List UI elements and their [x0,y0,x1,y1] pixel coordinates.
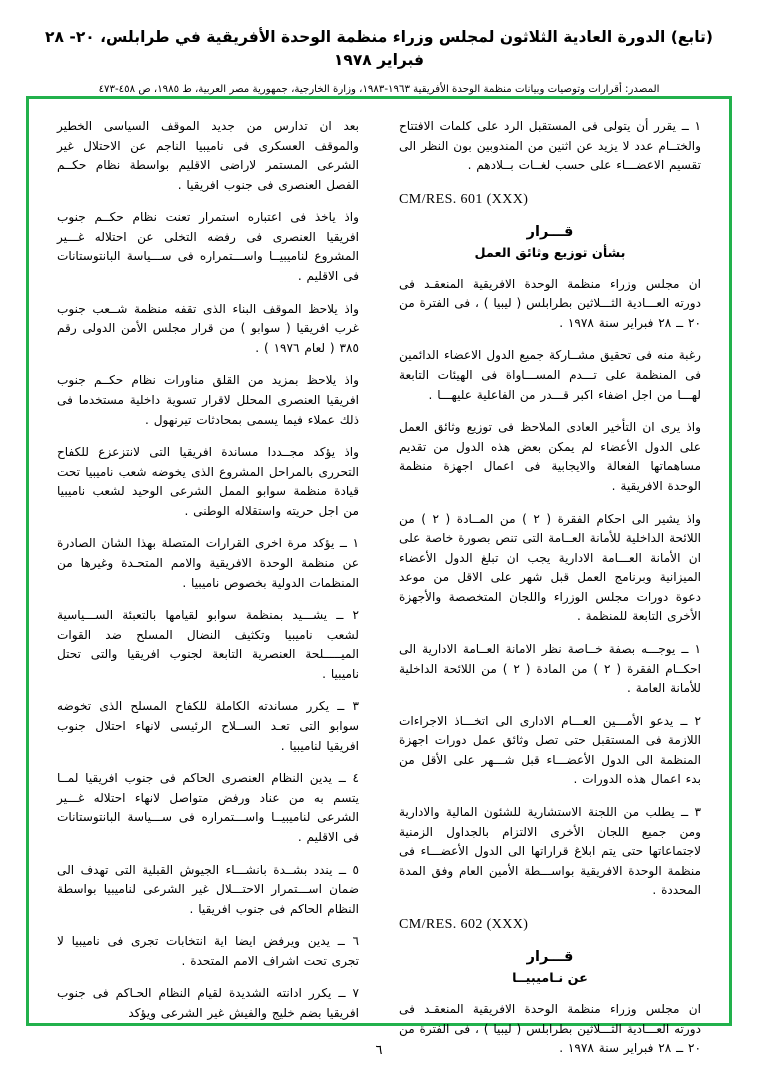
paragraph: ٢ ــ يدعو الأمـــين العـــام الادارى الى اتخـــاذ الاجراءات اللازمة فى المستقبل حتى تصل وثائق عمل دورات اجهزة المنظمة الى الدول الأعضـــاء قبل شـــهر على الأقل من بدء اعمال هذه الدورات . [399,713,701,787]
paragraph: واذ ياخذ فى اعتباره استمرار تعنت نظام حكــم جنوب افريقيا العنصرى فى رفضه التخلى عن احتلاله غـــير المشروع لناميبيــا واســـتمراره فى ســـياسة البانتوستانات فى الاقليم . [57,210,359,284]
resolution-heading: قـــرار [526,223,574,240]
resolution-subheading: بشأن توزيع وثائق العمل [474,245,626,261]
paragraph: واذ يرى ان التأخير العادى الملاحظ فى توزيع وثائق العمل على الدول الأعضاء لم يمكن بعض هذه الدول من تقديم مساهماتها الفعالة والايجابية فى اعمال اجهزة منظمة الوحدة الافريقية . [399,420,701,493]
paragraph: ان مجلس وزراء منظمة الوحدة الافريقية المنعقـد فى دورته العـــادية الثـــلاثين بطرابلس ( ليبيا ) ، فى الفترة من ٢٠ ــ ٢٨ فبراير سنة ١٩٧٨ . [399,276,701,330]
resolution-heading: قـــرار [526,948,574,965]
paragraph: ان مجلس وزراء منظمة الوحدة الافريقية المنعقـد فى دورته العـــادية الثـــلاثين بطرابلس ( ليبيا ) ، فى الفترة من ٢٠ ــ ٢٨ فبراير سنة ١٩٧٨ . [399,1001,701,1056]
two-column-body [29,99,729,1056]
page-title: (تابع) الدورة العادية الثلاثون لمجلس وزراء منظمة الوحدة الأفريقية في طرابلس، ٢٠- ٢٨ فبراير ١٩٧٨ [45,28,713,70]
paragraph: واذ يؤكد مجــددا مساندة افريقيا التى لانتزعزع للكفاح التحررى بالمراحل المشروع الذى يخوضه شعب ناميبيا تحت قيادة منظمة سوابو الممل الشرعى الوحيد لشعب ناميبيا من اجل حريته واستقلاله الوطنى . [57,445,359,518]
paragraph: ١ ــ يقرر أن يتولى فى المستقبل الرد على كلمات الافتتاح والختــام عدد لا يزيد عن اثنين من المندوبين بون النظر الى تقسيم الاعضـــاء على حسب لغــات بــلادهم . [399,119,701,173]
paragraph: ١ ــ يؤكد مرة اخرى القرارات المتصلة بهذا الشان الصادرة عن منظمة الوحدة الافريقية والامم المتحـدة وغيرها من المنظمات الدولية بخصوص ناميبيا . [57,536,359,590]
resolution-subheading: عن نـاميبيــا [512,970,588,986]
resolution-code: CM/RES. 602 (XXX) [399,916,529,932]
paragraph: واذ يلاحظ بمزيد من القلق مناورات نظام حكــم جنوب افريقيا العنصرى المحلل لاقرار تسوية داخلية مستخدما فى ذلك عملاء فيما يسمى بمحادثات تيرنهول . [57,373,359,427]
paragraph: ٦ ــ يدين ويرفض ايضا اية انتخابات تجرى فى ناميبيا لا تجرى تحت اشراف الامم المتحدة . [57,934,359,968]
paragraph: ٢ ــ يشـــيد بمنظمة سوابو لقيامها بالتعبئة الســـياسية لشعب ناميبيا وتكثيف النضال المسلح ضد القوات الميـــــلحة العنصرية التابعة لجنوب افريقيا والتى تحتل ناميبيا . [57,608,359,681]
page-number: ٦ [375,1043,383,1058]
paragraph: ٣ ــ يطلب من اللجنة الاستشارية للشئون المالية والادارية ومن جميع اللجان الأخرى الالتزام بالجداول الزمنية لاجتماعاتها حتى يتم ابلاغ قراراتها الى الدول الأعضـــاء فى منظمة الوحدة الافريقية بواســـطة الأمين العام وفق المدة المحددة . [399,805,701,898]
column-left [51,117,379,1020]
source-note: المصدر: أقرارات وتوصيات وبيانات منظمة الوحدة الأفريقية ١٩٦٣-١٩٨٣، وزارة الخارجية، جمهورية مصر العربية، ط ١٩٨٥، ص ٤٥٨-٤٧٣ [98,83,660,95]
paragraph: بعد ان تدارس من جديد الموقف السياسى الخطير والموقف العسكرى فى ناميبيا الناجم عن الاحتلال غير الشرعى المستمر لاراضى الاقليم بواسطة نظام حكــم الفصل العنصرى فى جنوب افريقيا . [57,119,359,192]
page-header [0,0,758,97]
paragraph: ١ ــ يوجـــه بصفة خــاصة نظر الامانة العــامة الادارية الى احكــام الفقرة ( ٢ ) من المادة ( ٢ ) من اللائحة الداخلية للأمانة العامة . [399,641,701,696]
paragraph: واذ يشير الى احكام الفقرة ( ٢ ) من المــادة ( ٢ ) من اللائحة الداخلية للأمانة العــامة التى تنص بصورة خاصة على ان الأمانة العـــامة الادارية يجب ان تبلغ الدول الأعضاء الميزانية وبرنامج العمل قبل شهر على الاقل من موعد دعوة دورات مجلس الوزراء واللجان المتخصصة والأجهزة الأخرى التابعة للمنظمة . [399,511,702,624]
resolution-code: CM/RES. 601 (XXX) [399,191,529,207]
paragraph: ٥ ــ يندد بشــدة بانشـــاء الجيوش القبلية التى تهدف الى ضمان اســـتمرار الاحتـــلال غير الشرعى لناميبيا بواسطة النظام الحاكم فى جنوب افريقيا . [57,862,359,916]
paragraph: رغبة منه فى تحقيق مشــاركة جميع الدول الاعضاء الدائمين فى المنظمة على تـــدم المســـاواة فى الهيئات التابعة لهـــا من اجل اضفاء اكبر قـــدر من الفاعلية عليهـــا . [399,348,701,402]
paragraph: ٤ ــ يدين النظام العنصرى الحاكم فى جنوب افريقيا لمــا يتسم به من عناد ورفض متواصل لانهاء احتلاله غـــير الشرعى لناميبيــا واســـتمراره فى ســـياسة البانتوستانات فى الاقليم . [57,771,359,844]
paragraph: ٣ ــ يكرر مساندته الكاملة للكفاح المسلح الذى تخوضه سوابو التى تعـد الســلاح الرئيسى لانهاء احتلال جنوب افريقيا لناميبيا . [57,699,359,753]
column-right [379,117,707,1056]
paragraph: واذ يلاحظ الموقف البناء الذى تقفه منظمة شــعب جنوب غرب افريقيا ( سوابو ) من قرار مجلس الأمن الدولى رقم ٣٨٥ ( لعام ١٩٧٦ ) . [57,301,359,355]
paragraph: ٧ ــ يكرر ادانته الشديدة لقيام النظام الحـاكم فى جنوب افريقيا بضم خليج والفيش غير الشرعى ويؤكد [57,986,359,1020]
content-frame [26,96,732,1056]
